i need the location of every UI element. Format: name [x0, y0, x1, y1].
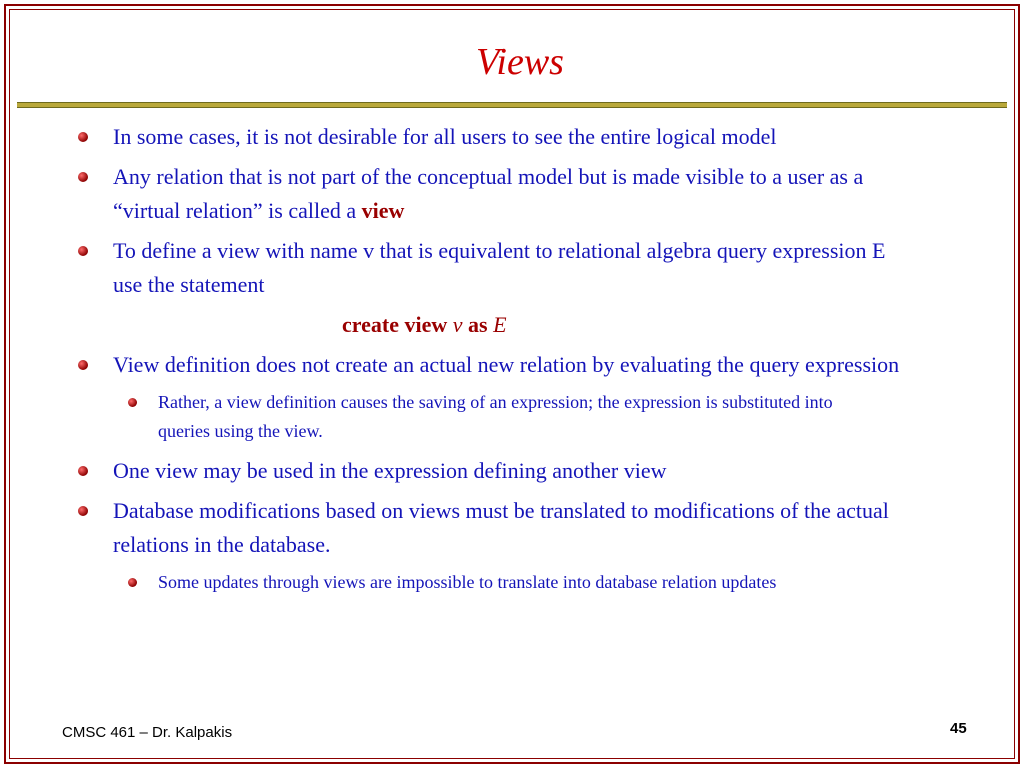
- bullet-text: Any relation that is not part of the conceptual model but is made visible to a user as a “virtual relation” is called a: [113, 164, 864, 223]
- bullet-item: [113, 348, 914, 382]
- statement-variable: E: [493, 312, 507, 337]
- bullet-icon: [78, 506, 88, 516]
- bullet-emphasis: view: [361, 198, 405, 223]
- bullet-item: [113, 454, 914, 488]
- sub-bullet-item: [158, 568, 884, 597]
- slide-title: Views: [476, 41, 564, 83]
- statement-keyword: create view: [342, 312, 448, 337]
- bullet-icon: [78, 360, 88, 370]
- statement-variable: v: [452, 312, 463, 337]
- statement-keyword: as: [468, 312, 488, 337]
- bullet-text: To define a view with name v that is equivalent to relational algebra query expression E use the statement: [113, 238, 886, 297]
- footer-course: CMSC 461 – Dr. Kalpakis: [62, 724, 233, 741]
- bullet-text: One view may be used in the expression defining another view: [113, 458, 667, 483]
- bullet-item: [113, 160, 914, 228]
- title-divider: [17, 102, 1007, 108]
- sub-bullet-text: Some updates through views are impossible to translate into database relation updates: [158, 572, 777, 592]
- slide-content: [0, 120, 1024, 605]
- sub-bullet-icon: [128, 578, 137, 587]
- bullet-text: In some cases, it is not desirable for all users to see the entire logical model: [113, 124, 777, 149]
- bullet-text: View definition does not create an actual new relation by evaluating the query expression: [113, 352, 900, 377]
- bullet-text: Database modifications based on views must be translated to modifications of the actual relations in the database.: [113, 498, 889, 557]
- sub-bullet-icon: [128, 398, 137, 407]
- bullet-icon: [78, 132, 88, 142]
- sub-bullet-item: [158, 388, 884, 446]
- bullet-item: [113, 234, 914, 302]
- sub-bullet-text: Rather, a view definition causes the saving of an expression; the expression is substituted into queries using the view.: [158, 392, 833, 441]
- bullet-item: [113, 120, 914, 154]
- bullet-icon: [78, 466, 88, 476]
- bullet-item: [113, 494, 914, 562]
- page-number: 45: [950, 720, 967, 737]
- bullet-icon: [78, 246, 88, 256]
- bullet-icon: [78, 172, 88, 182]
- create-view-statement: [342, 308, 1024, 342]
